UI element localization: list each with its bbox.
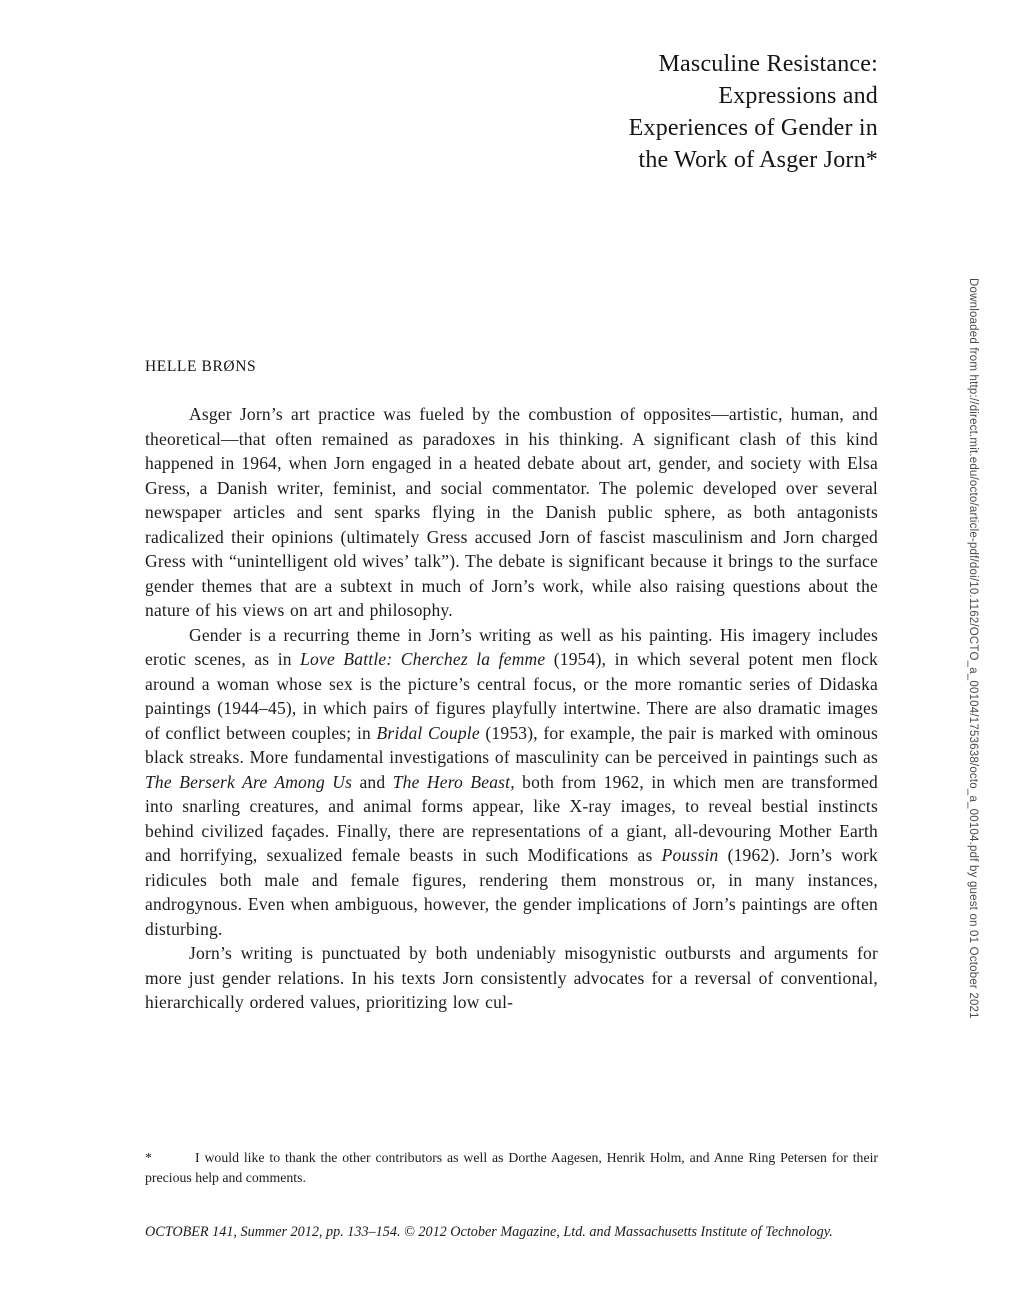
article-body bbox=[145, 402, 878, 1015]
footnote-text: I would like to thank the other contributors as well as Dorthe Aagesen, Henrik Holm, and Anne Ring Petersen for their precious help and comments. bbox=[145, 1150, 878, 1185]
journal-footer: OCTOBER 141, Summer 2012, pp. 133–154. © 2012 October Magazine, Ltd. and Massachusetts Institute of Technology. bbox=[145, 1224, 833, 1240]
article-title-line-1: Masculine Resistance: bbox=[658, 51, 878, 77]
footnote bbox=[145, 1148, 878, 1187]
article-title-line-2: Expressions and bbox=[718, 83, 878, 109]
author-name: HELLE BRØNS bbox=[145, 358, 257, 375]
article-title-line-4: the Work of Asger Jorn* bbox=[638, 147, 878, 173]
footnote-marker: * bbox=[145, 1150, 152, 1165]
download-watermark: Downloaded from http://direct.mit.edu/octo/article-pdf/doi/10.1162/OCTO_a_00104/1753638/octo_a_00104.pdf by guest on 01 October 2021 bbox=[967, 278, 979, 1019]
body-paragraph: Jorn’s writing is punctuated by both undeniably misogynistic outbursts and arguments for more just gender relations. In his texts Jorn consistently advocates for a reversal of conventional, hierarchically ordered values, prioritizing low cul- bbox=[145, 943, 878, 1012]
article-title bbox=[629, 48, 878, 176]
body-paragraph: Gender is a recurring theme in Jorn’s writing as well as his painting. His imagery includes erotic scenes, as in Love Battle: Cherchez la femme (1954), in which several potent men flock around a woman whose sex is the picture’s central focus, or the more romantic series of Didaska paintings (1944–45), in which pairs of figures playfully intertwine. There are also dramatic images of conflict between couples; in Bridal Couple (1953), for example, the pair is marked with ominous black streaks. More fundamental investigations of masculinity can be perceived in paintings such as The Berserk Are Among Us and The Hero Beast, both from 1962, in which men are transformed into snarling creatures, and animal forms appear, like X-ray images, to reveal bestial instincts behind civilized façades. Finally, there are representations of a giant, all-devouring Mother Earth and horrifying, sexualized female beasts in such Modifications as Poussin (1962). Jorn’s work ridicules both male and female figures, rendering them monstrous or, in many instances, androgynous. Even when ambiguous, however, the gender implications of Jorn’s paintings are often disturbing. bbox=[145, 624, 879, 939]
article-title-line-3: Experiences of Gender in bbox=[628, 115, 878, 141]
body-paragraph: Asger Jorn’s art practice was fueled by the combustion of opposites—artistic, human, and theoretical—that often remained as paradoxes in his thinking. A significant clash of this kind happened in 1964, when Jorn engaged in a heated debate about art, gender, and society with Elsa Gress, a Danish writer, feminist, and social commentator. The polemic developed over several newspaper articles and sent sparks flying in the Danish public sphere, as both antagonists radicalized their opinions (ultimately Gress accused Jorn of fascist masculinism and Jorn charged Gress with “unintelligent old wives’ talk”). The debate is significant because it brings to the surface gender themes that are a subtext in much of Jorn’s work, while also raising questions about the nature of his views on art and philosophy. bbox=[145, 404, 878, 620]
